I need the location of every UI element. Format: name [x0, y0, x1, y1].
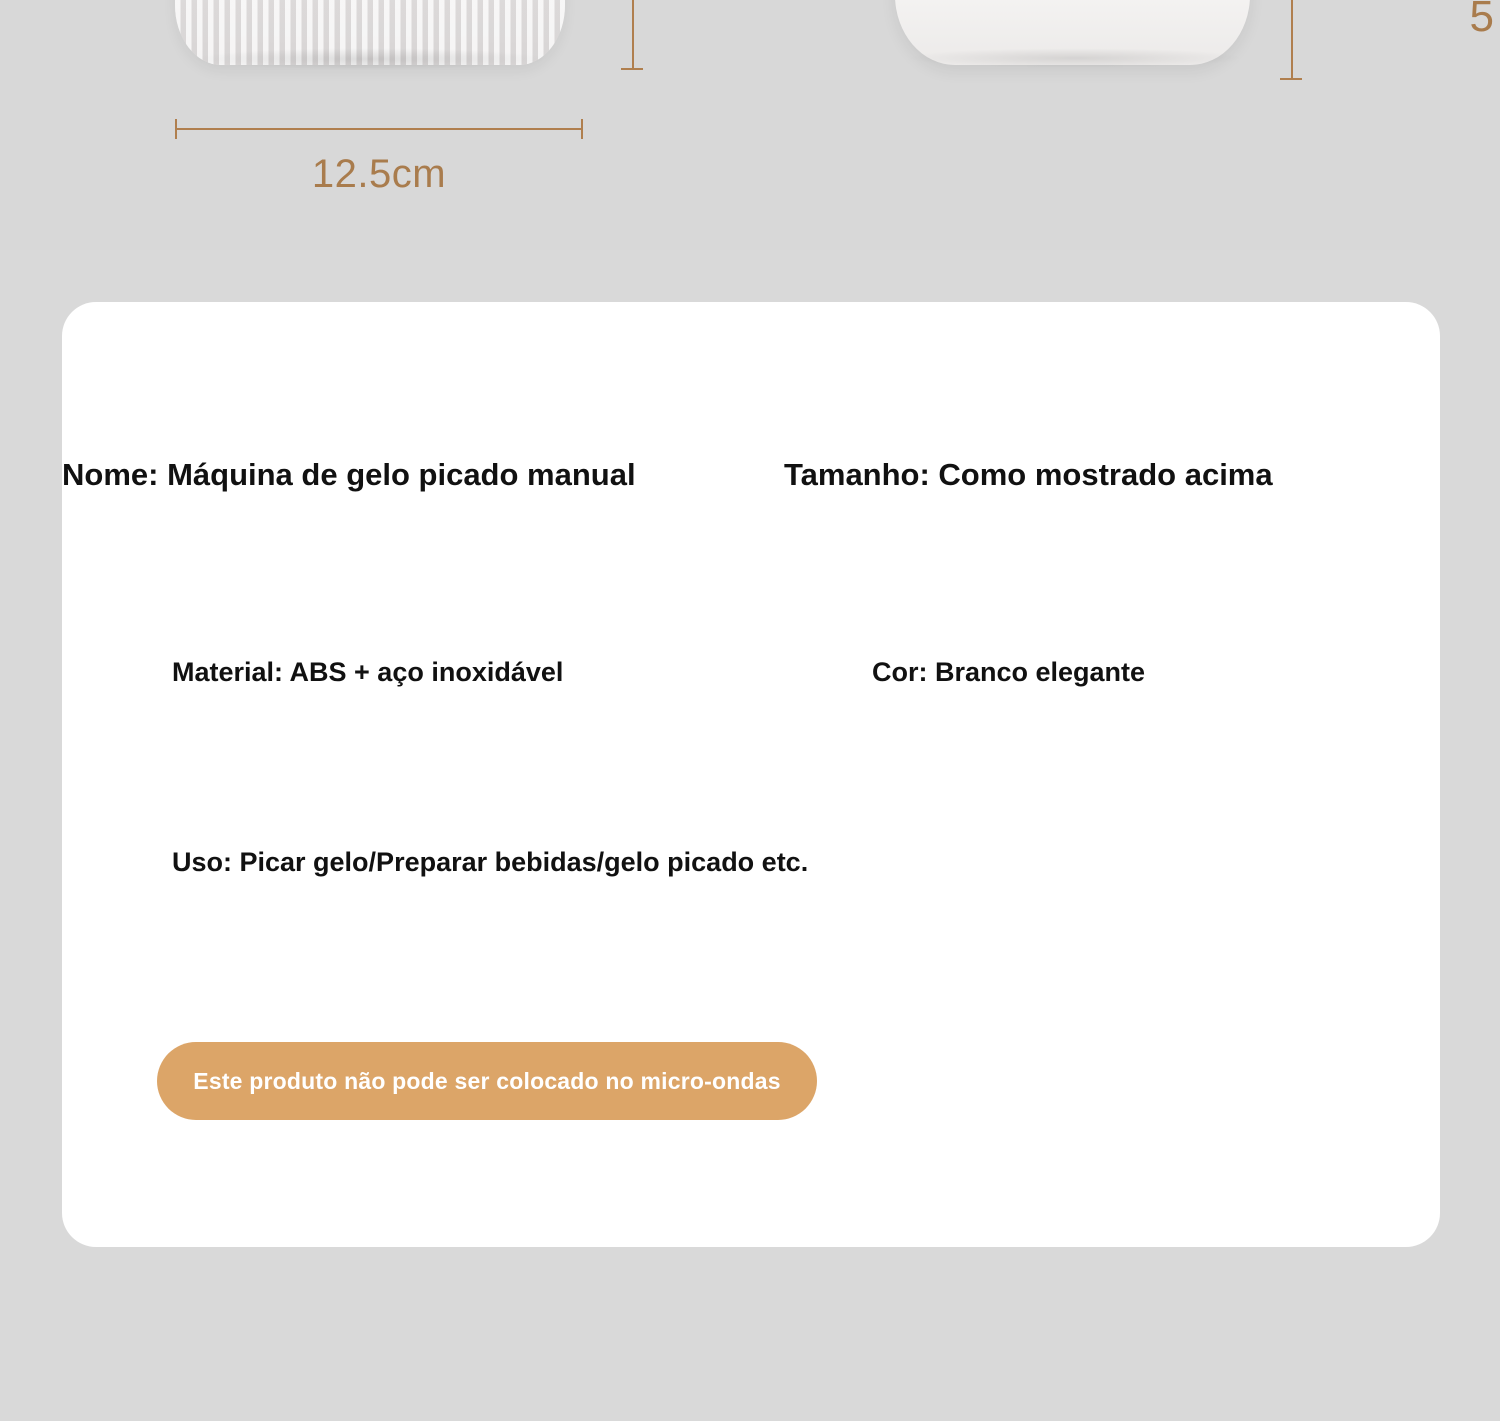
- microwave-warning-label: Este produto não pode ser colocado no micro-ondas: [193, 1067, 781, 1094]
- width-dimension-label: 12.5cm: [311, 152, 447, 196]
- height-dimension-line-left: [632, 0, 634, 70]
- spec-material-value: Material: ABS + aço inoxidável: [172, 657, 564, 687]
- height-dimension-cap-left: [621, 68, 643, 70]
- spec-usage-value: Uso: Picar gelo/Preparar bebidas/gelo picado etc.: [172, 847, 809, 877]
- microwave-warning-badge: [157, 1042, 817, 1120]
- spec-size-value: Tamanho: Como mostrado acima: [784, 457, 1273, 492]
- specification-card: [62, 302, 1440, 1247]
- white-cup-shadow: [905, 48, 1245, 68]
- spec-name-value: Nome: Máquina de gelo picado manual: [62, 457, 636, 492]
- height-dimension-line-right: [1291, 0, 1293, 80]
- height-dimension-cap-right: [1280, 78, 1302, 80]
- spec-color-value: Cor: Branco elegante: [872, 657, 1146, 687]
- glass-cup-shadow: [190, 48, 550, 70]
- partial-dimension-label: 5: [1469, 0, 1494, 41]
- product-photo-strip: [0, 0, 1500, 250]
- width-dimension-line: [175, 128, 583, 130]
